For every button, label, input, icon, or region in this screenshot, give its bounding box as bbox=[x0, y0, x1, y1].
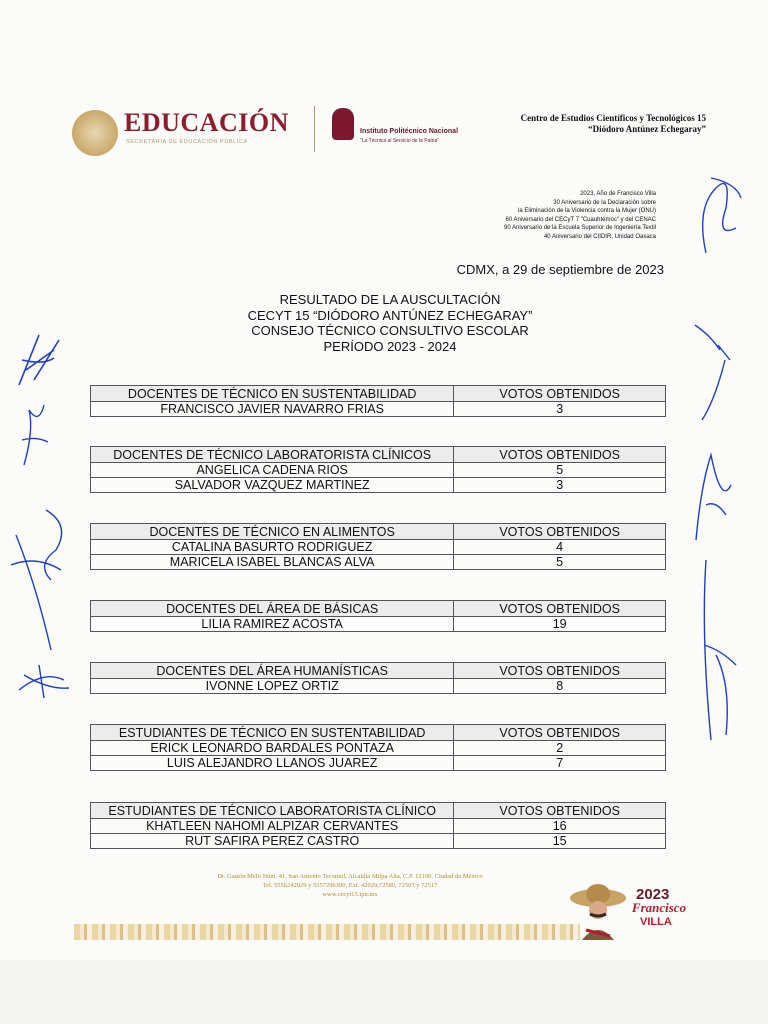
footer-address bbox=[150, 872, 550, 899]
footer-website: www.cecyt15.ipn.mx bbox=[322, 891, 378, 898]
year-legend-line: 60 Aniversario del CECyT 7 "Cuauhtémoc" y del CENAC bbox=[505, 216, 656, 223]
badge-surname: VILLA bbox=[640, 916, 672, 928]
table-row bbox=[91, 463, 666, 478]
title-line: PERÍODO 2023 - 2024 bbox=[323, 338, 457, 354]
year-legend-line: 30 Aniversario de la Declaración sobre bbox=[553, 199, 656, 206]
badge-year: 2023 bbox=[636, 886, 670, 903]
candidate-name: KHATLEEN NAHOMI ALPIZAR CERVANTES bbox=[91, 819, 454, 834]
footer-decorative-band bbox=[74, 924, 580, 940]
signature-left-4 bbox=[14, 660, 74, 700]
year-legend bbox=[470, 190, 656, 242]
table-row bbox=[91, 555, 666, 570]
candidate-name: MARICELA ISABEL BLANCAS ALVA bbox=[91, 555, 454, 570]
school-name-block bbox=[470, 113, 706, 135]
table-row bbox=[91, 834, 666, 849]
ipn-logo bbox=[332, 108, 354, 140]
votes-header: VOTOS OBTENIDOS bbox=[454, 601, 666, 617]
footer-phone-line: Tel. 5556242029 y 5557296300, Ext. 42029,72580, 72507 y 72517 bbox=[262, 882, 438, 889]
ipn-motto: "La Técnica al Servicio de la Patria" bbox=[360, 138, 440, 144]
votes-header: VOTOS OBTENIDOS bbox=[454, 447, 666, 463]
votes-header: VOTOS OBTENIDOS bbox=[454, 524, 666, 540]
vote-count: 5 bbox=[454, 463, 666, 478]
ipn-name: Instituto Politécnico Nacional bbox=[360, 128, 459, 135]
school-name-line2: “Diódoro Antúnez Echegaray” bbox=[588, 124, 706, 134]
table-row bbox=[91, 741, 666, 756]
signature-right-2 bbox=[690, 320, 740, 425]
title-line: RESULTADO DE LA AUSCULTACIÓN bbox=[279, 292, 501, 307]
candidate-name: CATALINA BASURTO RODRIGUEZ bbox=[91, 540, 454, 555]
votes-header: VOTOS OBTENIDOS bbox=[454, 803, 666, 819]
category-header: ESTUDIANTES DE TÉCNICO LABORATORISTA CLÍNICO bbox=[91, 803, 454, 819]
results-table-docentes-laboratorista bbox=[90, 446, 666, 493]
vote-count: 5 bbox=[454, 555, 666, 570]
votes-header: VOTOS OBTENIDOS bbox=[454, 663, 666, 679]
document-title-block bbox=[200, 292, 580, 354]
results-table-docentes-alimentos bbox=[90, 523, 666, 570]
signature-right-3 bbox=[686, 445, 742, 545]
footer-address-line: Dr. Gastón Melo Núm. 41, San Antonio Tecomitl, Alcaldía Milpa Alta, C.P. 12100, Ciudad de México bbox=[217, 873, 483, 880]
title-line: CONSEJO TÉCNICO CONSULTIVO ESCOLAR bbox=[251, 323, 529, 338]
year-legend-line: 90 Aniversario de la Escuela Superior de Ingeniería Textil bbox=[504, 225, 656, 232]
document-date: CDMX, a 29 de septiembre de 2023 bbox=[456, 262, 664, 277]
candidate-name: RUT SAFIRA PEREZ CASTRO bbox=[91, 834, 454, 849]
category-header: DOCENTES DE TÉCNICO EN ALIMENTOS bbox=[91, 524, 454, 540]
candidate-name: LUIS ALEJANDRO LLANOS JUAREZ bbox=[91, 756, 454, 771]
candidate-name: IVONNE LOPEZ ORTIZ bbox=[91, 679, 454, 694]
table-row bbox=[91, 819, 666, 834]
signature-right-1 bbox=[686, 168, 746, 258]
vote-count: 3 bbox=[454, 402, 666, 417]
candidate-name: LILIA RAMIREZ ACOSTA bbox=[91, 617, 454, 632]
sep-logo-title: EDUCACIÓN bbox=[124, 108, 289, 137]
signature-left-2 bbox=[14, 400, 54, 470]
signature-left-1 bbox=[14, 330, 64, 390]
category-header: ESTUDIANTES DE TÉCNICO EN SUSTENTABILIDAD bbox=[91, 725, 454, 741]
results-table-docentes-sustentabilidad bbox=[90, 385, 666, 417]
year-legend-line: la Eliminación de la Violencia contra la Mujer (ONU) bbox=[518, 208, 656, 215]
candidate-name: SALVADOR VAZQUEZ MARTINEZ bbox=[91, 478, 454, 493]
category-header: DOCENTES DE TÉCNICO EN SUSTENTABILIDAD bbox=[91, 386, 454, 402]
results-table-estudiantes-laboratorista bbox=[90, 802, 666, 849]
vote-count: 19 bbox=[454, 617, 666, 632]
votes-header: VOTOS OBTENIDOS bbox=[454, 386, 666, 402]
results-table-estudiantes-sustentabilidad bbox=[90, 724, 666, 771]
vote-count: 15 bbox=[454, 834, 666, 849]
logo-divider bbox=[314, 106, 315, 152]
school-name-line1: Centro de Estudios Científicos y Tecnológicos 15 bbox=[520, 113, 706, 123]
candidate-name: ANGELICA CADENA RIOS bbox=[91, 463, 454, 478]
table-row bbox=[91, 617, 666, 632]
candidate-name: ERICK LEONARDO BARDALES PONTAZA bbox=[91, 741, 454, 756]
badge-name: Francisco bbox=[631, 900, 687, 915]
national-seal-logo bbox=[72, 110, 118, 156]
table-row bbox=[91, 478, 666, 493]
vote-count: 3 bbox=[454, 478, 666, 493]
title-line: CECYT 15 “DIÓDORO ANTÚNEZ ECHEGARAY” bbox=[247, 307, 533, 323]
category-header: DOCENTES DE TÉCNICO LABORATORISTA CLÍNICOS bbox=[91, 447, 454, 463]
signature-right-4 bbox=[696, 555, 746, 745]
table-row bbox=[91, 679, 666, 694]
category-header: DOCENTES DEL ÁREA DE BÁSICAS bbox=[91, 601, 454, 617]
table-row bbox=[91, 756, 666, 771]
results-table-docentes-humanisticas bbox=[90, 662, 666, 694]
votes-header: VOTOS OBTENIDOS bbox=[454, 725, 666, 741]
sep-logo-subtitle: SECRETARÍA DE EDUCACIÓN PÚBLICA bbox=[126, 139, 248, 145]
vote-count: 4 bbox=[454, 540, 666, 555]
signature-left-3 bbox=[6, 505, 76, 655]
vote-count: 7 bbox=[454, 756, 666, 771]
year-legend-line: 40 Aniversario del CIIDIR, Unidad Oaxaca bbox=[543, 233, 656, 240]
candidate-name: FRANCISCO JAVIER NAVARRO FRIAS bbox=[91, 402, 454, 417]
category-header: DOCENTES DEL ÁREA HUMANÍSTICAS bbox=[91, 663, 454, 679]
results-table-docentes-basicas bbox=[90, 600, 666, 632]
vote-count: 8 bbox=[454, 679, 666, 694]
vote-count: 16 bbox=[454, 819, 666, 834]
table-row bbox=[91, 540, 666, 555]
year-legend-line: 2023, Año de Francisco Villa bbox=[580, 191, 656, 197]
table-row bbox=[91, 402, 666, 417]
vote-count: 2 bbox=[454, 741, 666, 756]
